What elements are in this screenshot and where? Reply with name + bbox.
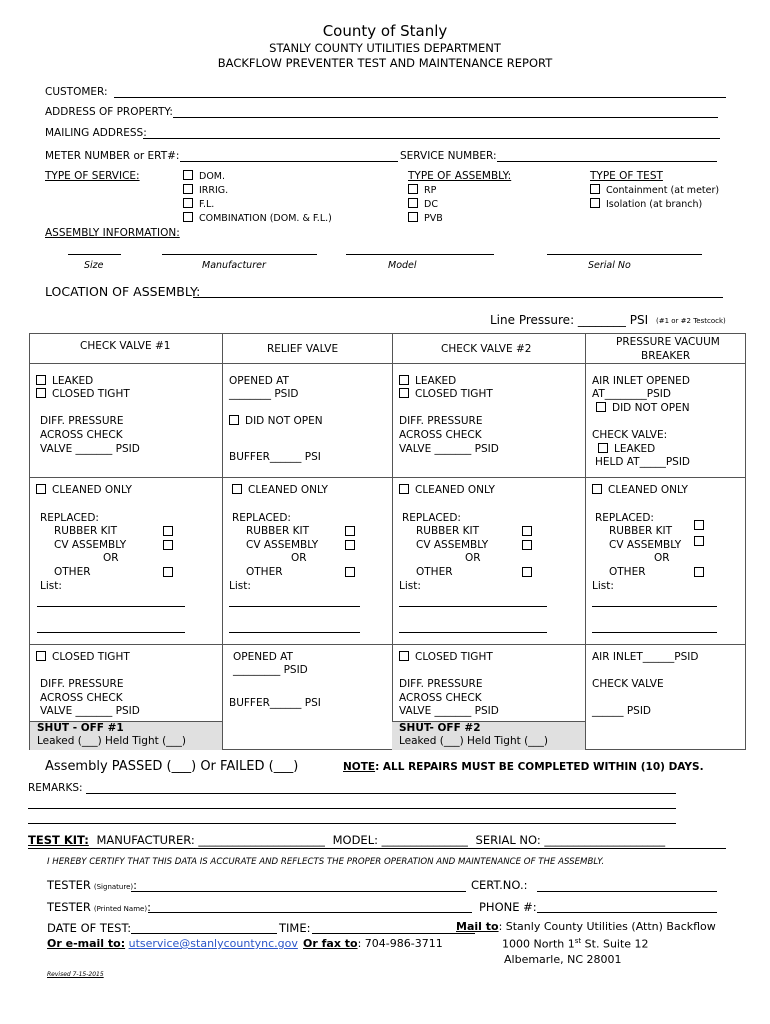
serial-caption: Serial No [588, 260, 631, 271]
checkbox[interactable] [596, 402, 606, 412]
email-link[interactable]: utservice@stanlycountync.gov [128, 937, 298, 950]
cv1-diff-1: DIFF. PRESSURE [40, 415, 124, 427]
assembly-option-rp[interactable]: RP [408, 184, 436, 196]
col-header-check-valve-1: CHECK VALVE #1 [80, 340, 171, 352]
cv2-cleaned-only[interactable]: CLEANED ONLY [399, 484, 495, 498]
pvb-other: OTHER [609, 566, 646, 578]
cv1-final-diff-2: ACROSS CHECK [40, 692, 123, 704]
cv1-cv-assembly: CV ASSEMBLY [54, 539, 127, 551]
cv1-diff-2: ACROSS CHECK [40, 429, 123, 441]
shutoff-2-line: Leaked (___) Held Tight (___) [399, 735, 549, 747]
certification-statement: I HEREBY CERTIFY THAT THIS DATA IS ACCURATE AND REFLECTS THE PROPER OPERATION AND MAINTENANCE OF THE ASSEMBLY. [47, 857, 605, 867]
shutoff-1-title: SHUT - OFF #1 [37, 722, 124, 734]
customer-field[interactable] [114, 97, 726, 98]
pvb-final-air-inlet: AIR INLET______PSID [592, 651, 699, 663]
relief-replaced: REPLACED: [232, 512, 291, 524]
pvb-list-line-2[interactable] [592, 632, 717, 633]
cv2-closed-tight-final[interactable]: CLOSED TIGHT [399, 651, 493, 665]
tester-printed-field[interactable] [148, 912, 472, 913]
tester-signature-label: TESTER (Signature): [47, 878, 137, 892]
cv2-diff-2: ACROSS CHECK [399, 429, 482, 441]
checkbox[interactable] [36, 651, 46, 661]
relief-rubber-kit: RUBBER KIT [246, 525, 310, 537]
pvb-cv-assembly-checkbox[interactable] [694, 536, 704, 546]
remarks-line-1[interactable] [86, 793, 676, 794]
checkbox[interactable] [590, 184, 600, 194]
relief-final-buffer: BUFFER______ PSI [229, 697, 321, 709]
meter-label: METER NUMBER or ERT#: [45, 150, 180, 162]
cv2-or: OR [465, 552, 481, 564]
repairs-note: NOTE: ALL REPAIRS MUST BE COMPLETED WITHIN (10) DAYS. [343, 761, 704, 773]
pvb-final-psid: ______ PSID [592, 705, 652, 717]
cv1-replaced: REPLACED: [40, 512, 99, 524]
checkbox[interactable] [408, 212, 418, 222]
checkbox[interactable] [183, 198, 193, 208]
col-header-relief-valve: RELIEF VALVE [267, 343, 339, 355]
cv2-diff-1: DIFF. PRESSURE [399, 415, 483, 427]
cv2-closed-tight[interactable]: CLOSED TIGHT [399, 388, 493, 402]
fax-row: Or fax to: 704-986-3711 [303, 937, 443, 950]
cv1-rubber-kit-checkbox[interactable] [163, 526, 173, 536]
cert-no-label: CERT.NO.: [471, 878, 528, 892]
service-option-combination[interactable]: COMBINATION (DOM. & F.L.) [183, 212, 332, 224]
relief-cleaned-only[interactable]: CLEANED ONLY [232, 484, 328, 498]
model-caption: Model [388, 260, 417, 271]
remarks-line-2[interactable] [28, 808, 676, 809]
pvb-final-check-valve: CHECK VALVE [592, 678, 664, 690]
assembly-option-dc[interactable]: DC [408, 198, 438, 210]
manufacturer-field[interactable] [162, 254, 317, 255]
pvb-other-checkbox[interactable] [694, 567, 704, 577]
checkbox[interactable] [36, 375, 46, 385]
checkbox[interactable] [399, 388, 409, 398]
department-title: STANLY COUNTY UTILITIES DEPARTMENT [269, 41, 501, 55]
address-field[interactable] [173, 117, 718, 118]
address-label: ADDRESS OF PROPERTY: [45, 106, 173, 118]
service-number-field[interactable] [497, 161, 717, 162]
serial-field[interactable] [547, 254, 702, 255]
relief-did-not-open[interactable]: DID NOT OPEN [229, 415, 323, 429]
cv1-list-line-1[interactable] [37, 606, 185, 607]
testcock-note: (#1 or #2 Testcock) [656, 317, 726, 325]
type-of-service-label: TYPE OF SERVICE: [45, 170, 140, 182]
meter-field[interactable] [180, 161, 398, 162]
col-header-check-valve-2: CHECK VALVE #2 [441, 343, 532, 355]
checkbox[interactable] [183, 184, 193, 194]
checkbox[interactable] [229, 415, 239, 425]
location-field[interactable] [193, 297, 723, 298]
cv1-final-diff-1: DIFF. PRESSURE [40, 678, 124, 690]
tester-printed-label: TESTER (Printed Name): [47, 900, 151, 914]
cv2-diff-3: VALVE _______ PSID [399, 443, 499, 455]
relief-list-line-2[interactable] [229, 632, 360, 633]
line-pressure-label: Line Pressure: ________ PSI [490, 313, 649, 327]
date-label: DATE OF TEST: [47, 921, 132, 935]
col-header-pvb-2: BREAKER [641, 350, 691, 362]
customer-label: CUSTOMER: [45, 86, 108, 98]
cv1-diff-3: VALVE _______ PSID [40, 443, 140, 455]
cert-no-field[interactable] [537, 891, 717, 892]
relief-or: OR [291, 552, 307, 564]
relief-rubber-kit-checkbox[interactable] [345, 526, 355, 536]
assembly-info-label: ASSEMBLY INFORMATION: [45, 227, 180, 239]
time-label: TIME: [279, 921, 311, 935]
mail-address-1: 1000 North 1st St. Suite 12 [502, 937, 649, 951]
phone-field[interactable] [537, 912, 717, 913]
cv1-final-diff-3: VALVE _______ PSID [40, 705, 140, 717]
revised-date: Revised 7-15-2015 [47, 971, 104, 978]
tester-signature-field[interactable] [131, 891, 466, 892]
pvb-at-psid: AT________PSID [592, 388, 671, 400]
cv1-rubber-kit: RUBBER KIT [54, 525, 118, 537]
cv2-list-line-1[interactable] [399, 606, 547, 607]
service-number-label: SERVICE NUMBER: [400, 150, 497, 162]
time-field[interactable] [312, 933, 475, 934]
checkbox[interactable] [232, 484, 242, 494]
cv2-rubber-kit: RUBBER KIT [416, 525, 480, 537]
test-option-isolation[interactable]: Isolation (at branch) [590, 198, 702, 210]
county-title: County of Stanly [322, 22, 448, 40]
checkbox[interactable] [590, 198, 600, 208]
pvb-replaced: REPLACED: [595, 512, 654, 524]
checkbox[interactable] [408, 184, 418, 194]
cv1-or: OR [103, 552, 119, 564]
pvb-held-at: HELD AT_____PSID [595, 456, 691, 468]
relief-cv-assembly-checkbox[interactable] [345, 540, 355, 550]
relief-final-opened-at: OPENED AT [233, 651, 293, 663]
type-of-assembly-label: TYPE OF ASSEMBLY: [408, 170, 512, 182]
mailing-label: MAILING ADDRESS: [45, 127, 147, 139]
cv2-list: List: [399, 580, 421, 592]
location-label: LOCATION OF ASSEMBLY: [45, 284, 201, 299]
service-option-fl[interactable]: F.L. [183, 198, 214, 210]
cv2-replaced: REPLACED: [402, 512, 461, 524]
cv2-final-diff-2: ACROSS CHECK [399, 692, 482, 704]
cv1-list: List: [40, 580, 62, 592]
test-kit-rule [28, 848, 726, 849]
cv1-other-checkbox[interactable] [163, 567, 173, 577]
cv2-list-line-2[interactable] [399, 632, 547, 633]
checkbox[interactable] [36, 388, 46, 398]
relief-opened-at: OPENED AT [229, 375, 289, 387]
relief-list-line-1[interactable] [229, 606, 360, 607]
pvb-check-valve: CHECK VALVE: [592, 429, 668, 441]
relief-other: OTHER [246, 566, 283, 578]
mail-address-2: Albemarle, NC 28001 [504, 953, 622, 966]
checkbox[interactable] [408, 198, 418, 208]
pvb-list: List: [592, 580, 614, 592]
relief-list: List: [229, 580, 251, 592]
cv2-leaked[interactable]: LEAKED [399, 375, 456, 389]
checkbox[interactable] [183, 170, 193, 180]
relief-final-psid: _________ PSID [233, 664, 308, 676]
cv1-list-line-2[interactable] [37, 632, 185, 633]
size-caption: Size [84, 260, 104, 271]
relief-buffer: BUFFER______ PSI [229, 451, 321, 463]
checkbox[interactable] [183, 212, 193, 222]
service-option-irrig[interactable]: IRRIG. [183, 184, 228, 196]
checkbox[interactable] [399, 484, 409, 494]
pvb-air-inlet-opened: AIR INLET OPENED [592, 375, 690, 387]
report-title: BACKFLOW PREVENTER TEST AND MAINTENANCE REPORT [217, 56, 553, 70]
test-kit-row: TEST KIT: MANUFACTURER: ______________________ MODEL: _______________ SERIAL NO: _____________________ [28, 833, 666, 847]
cv1-closed-tight[interactable]: CLOSED TIGHT [36, 388, 130, 402]
mailing-field[interactable] [143, 138, 720, 139]
relief-cv-assembly: CV ASSEMBLY [246, 539, 319, 551]
assembly-option-pvb[interactable]: PVB [408, 212, 443, 224]
service-option-dom[interactable]: DOM. [183, 170, 225, 182]
cv2-final-diff-3: VALVE _______ PSID [399, 705, 499, 717]
cv1-cleaned-only[interactable]: CLEANED ONLY [36, 484, 132, 498]
remarks-line-3[interactable] [28, 823, 676, 824]
model-field[interactable] [346, 254, 494, 255]
cv2-other: OTHER [416, 566, 453, 578]
pvb-cleaned-only[interactable]: CLEANED ONLY [592, 484, 688, 498]
email-row: Or e-mail to: utservice@stanlycountync.gov [47, 937, 298, 950]
shutoff-2-title: SHUT- OFF #2 [399, 722, 481, 734]
size-field[interactable] [68, 254, 121, 255]
relief-other-checkbox[interactable] [345, 567, 355, 577]
pvb-list-line-1[interactable] [592, 606, 717, 607]
relief-psid: ________ PSID [229, 388, 299, 400]
cv1-leaked[interactable]: LEAKED [36, 375, 93, 389]
cv1-closed-tight-final[interactable]: CLOSED TIGHT [36, 651, 130, 665]
assembly-result: Assembly PASSED (___) Or FAILED (___) [45, 759, 299, 774]
mail-to: Mail to: Stanly County Utilities (Attn) Backflow [456, 920, 716, 933]
cv2-other-checkbox[interactable] [522, 567, 532, 577]
pvb-or: OR [654, 552, 670, 564]
checkbox[interactable] [399, 651, 409, 661]
cv1-cv-assembly-checkbox[interactable] [163, 540, 173, 550]
cv1-other: OTHER [54, 566, 91, 578]
remarks-label: REMARKS: [28, 782, 83, 794]
pvb-cv-assembly: CV ASSEMBLY [609, 539, 682, 551]
cv2-cv-assembly: CV ASSEMBLY [416, 539, 489, 551]
manufacturer-caption: Manufacturer [202, 260, 266, 271]
test-option-containment[interactable]: Containment (at meter) [590, 184, 719, 196]
pvb-rubber-kit: RUBBER KIT [609, 525, 673, 537]
date-field[interactable] [131, 933, 277, 934]
cv2-final-diff-1: DIFF. PRESSURE [399, 678, 483, 690]
shutoff-1-line: Leaked (___) Held Tight (___) [37, 735, 187, 747]
pvb-rubber-kit-checkbox[interactable] [694, 520, 704, 530]
pvb-leaked[interactable]: LEAKED [598, 443, 655, 457]
pvb-did-not-open[interactable]: DID NOT OPEN [596, 402, 690, 416]
type-of-test-label: TYPE OF TEST [590, 170, 663, 182]
cv2-cv-assembly-checkbox[interactable] [522, 540, 532, 550]
checkbox[interactable] [36, 484, 46, 494]
checkbox[interactable] [592, 484, 602, 494]
checkbox[interactable] [399, 375, 409, 385]
col-header-pvb-1: PRESSURE VACUUM [616, 336, 720, 348]
phone-label: PHONE #: [479, 900, 537, 914]
cv2-rubber-kit-checkbox[interactable] [522, 526, 532, 536]
checkbox[interactable] [598, 443, 608, 453]
